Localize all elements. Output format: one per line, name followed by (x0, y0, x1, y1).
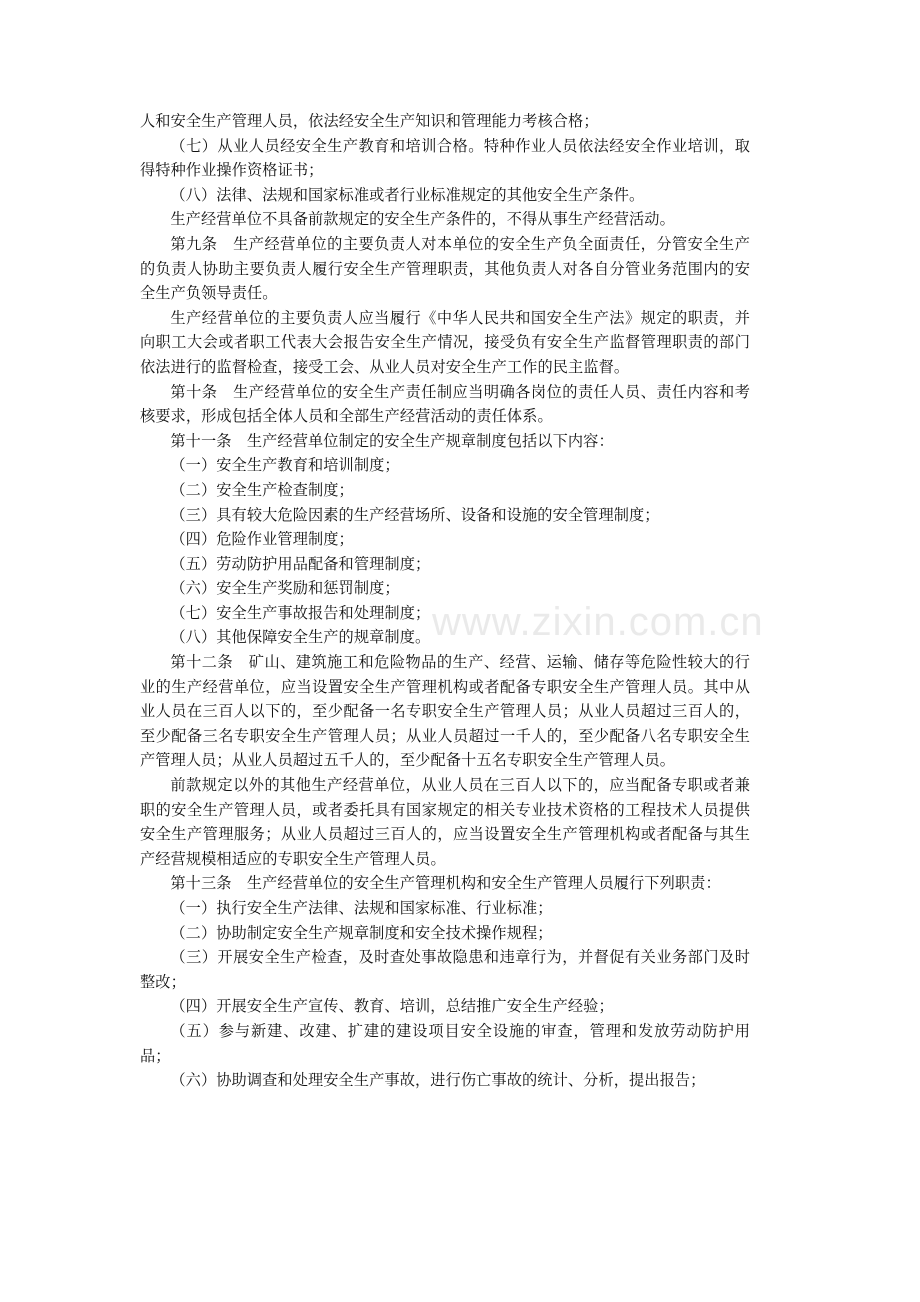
paragraph-continued: 人和安全生产管理人员，依法经安全生产知识和管理能力考核合格； (140, 112, 599, 130)
article-13-item-3: （三）开展安全生产检查，及时查处事故隐患和违章行为，并督促有关业务部门及时整改； (140, 948, 750, 991)
article-12: 第十二条 矿山、建筑施工和危险物品的生产、经营、运输、储存等危险性较大的行业的生产经营单位，应当设置安全生产管理机构或者配备专职安全生产管理人员。其中从业人员在三百人以下的，至少配备一名专职安全生产管理人员；从业人员超过三百人的，至少配备三名专职安全生产管理人员；从业人员超过一千人的，至少配备八名专职安全生产管理人员；从业人员超过五千人的，至少配备十五名专职安全生产管理人员。 (140, 653, 750, 770)
watermark: www.zixin.com.cn (432, 600, 764, 644)
article-11-item-4: （四）危险作业管理制度； (170, 530, 354, 549)
article-11-item-1: （一）安全生产教育和培训制度； (170, 456, 400, 475)
article-13-item-5: （五）参与新建、改建、扩建的建设项目安全设施的审查，管理和发放劳动防护用品； (140, 1021, 750, 1065)
article-11-item-5: （五）劳动防护用品配备和管理制度； (170, 554, 431, 573)
article-11-item-3: （三）具有较大危险因素的生产经营场所、设备和设施的安全管理制度； (170, 505, 660, 524)
article-11-item-2: （二）安全生产检查制度； (170, 480, 354, 499)
article-13: 第十三条 生产经营单位的安全生产管理机构和安全生产管理人员履行下列职责： (170, 874, 721, 893)
article-12-para-2: 前款规定以外的其他生产经营单位，从业人员在三百人以下的，应当配备专职或者兼职的安全生产管理人员，或者委托具有国家规定的相关专业技术资格的工程技术人员提供安全生产管理服务；从业人员超过三百人的，应当设置安全生产管理机构或者配备与其生产经营规模相适应的专职安全生产管理人员。 (140, 776, 750, 868)
article-13-item-6: （六）协助调查和处理安全生产事故，进行伤亡事故的统计、分析，提出报告； (170, 1071, 706, 1090)
article-11: 第十一条 生产经营单位制定的安全生产规章制度包括以下内容： (170, 431, 614, 450)
article-9: 第九条 生产经营单位的主要负责人对本单位的安全生产负全面责任，分管安全生产的负责人协助主要负责人履行安全生产管理职责，其他负责人对各自分管业务范围内的安全生产负领导责任。 (140, 234, 750, 303)
article-13-item-1: （一）执行安全生产法律、法规和国家标准、行业标准； (170, 899, 553, 917)
paragraph-item-7: （七）从业人员经安全生产教育和培训合格。特种作业人员依法经安全作业培训，取得特种作业操作资格证书； (140, 136, 750, 180)
article-13-item-4: （四）开展安全生产宣传、教育、培训，总结推广安全生产经验； (170, 997, 614, 1016)
paragraph-item-8: （八）法律、法规和国家标准或者行业标准规定的其他安全生产条件。 (170, 185, 645, 204)
article-10: 第十条 生产经营单位的安全生产责任制应当明确各岗位的责任人员、责任内容和考核要求，形成包括全体人员和全部生产经营活动的责任体系。 (140, 382, 750, 426)
document-body (140, 109, 750, 1093)
paragraph-note: 生产经营单位不具备前款规定的安全生产条件的，不得从事生产经营活动。 (170, 210, 675, 229)
article-11-item-6: （六）安全生产奖励和惩罚制度； (170, 579, 400, 598)
article-11-item-8: （八）其他保障安全生产的规章制度。 (170, 628, 431, 647)
article-9-para-2: 生产经营单位的主要负责人应当履行《中华人民共和国安全生产法》规定的职责，并向职工大会或者职工代表大会报告安全生产情况，接受负有安全生产监督管理职责的部门依法进行的监督检查，接受工会、从业人员对安全生产工作的民主监督。 (140, 308, 750, 376)
article-13-item-2: （二）协助制定安全生产规章制度和安全技术操作规程； (170, 923, 553, 942)
article-11-item-7: （七）安全生产事故报告和处理制度； (170, 603, 431, 622)
